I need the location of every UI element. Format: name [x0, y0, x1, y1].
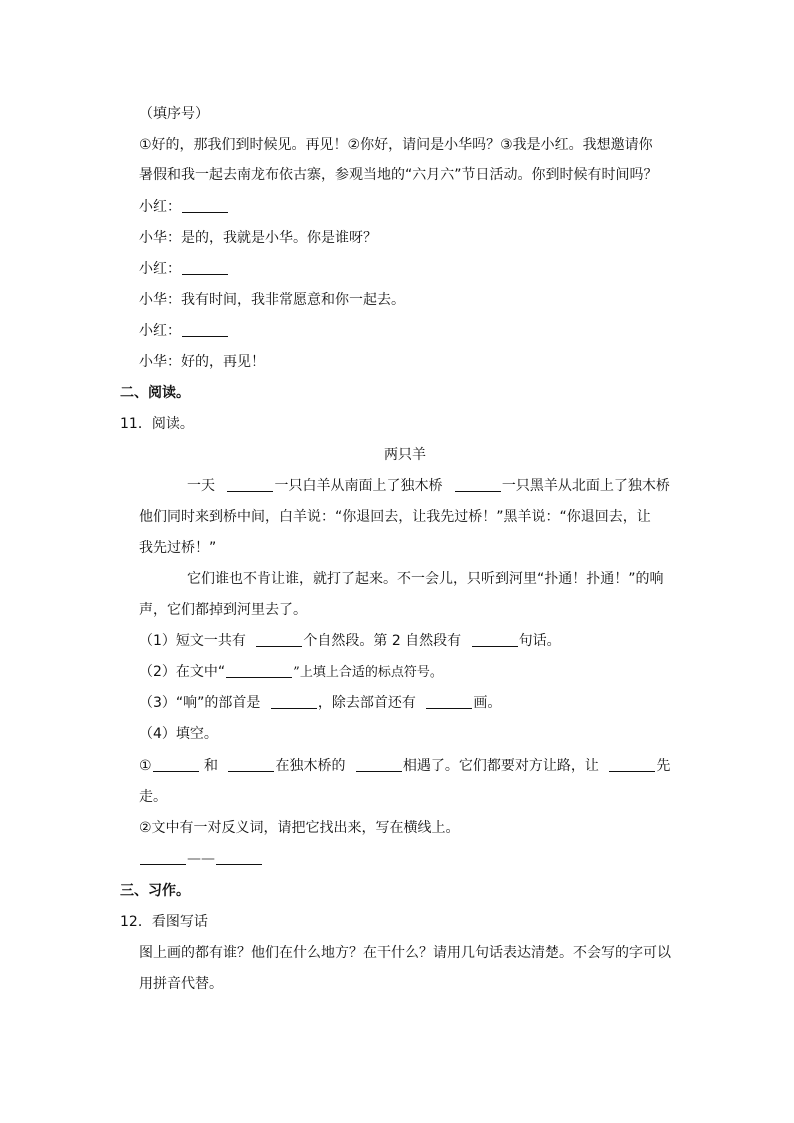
answer-blank[interactable] [271, 694, 317, 709]
writing-prompt-line: 图上画的都有谁？他们在什么地方？在干什么？请用几句话表达清楚。不会写的字可以 [139, 945, 671, 961]
answer-blank[interactable] [472, 632, 518, 647]
answer-blank[interactable] [226, 663, 292, 678]
question-label: 12．看图写话 [120, 914, 208, 930]
story-paragraph-line: 它们谁也不肯让谁，就打了起来。不一会儿，只听到河里“扑通！扑通！”的响 [187, 571, 664, 587]
question-text: 画。 [473, 695, 502, 711]
antonym-answer-line [139, 850, 263, 868]
subquestion-4b: ②文中有一对反义词，请把它找出来，写在横线上。 [139, 820, 460, 836]
subquestion-4a [139, 757, 670, 775]
dialogue-hua-line: 小华：好的，再见！ [139, 354, 265, 370]
question-text: 个自然段。第 2 自然段有 [303, 633, 462, 649]
answer-blank[interactable] [609, 757, 655, 772]
story-paragraph-line: 声，它们都掉到河里去了。 [139, 602, 307, 618]
subquestion-2 [139, 663, 443, 682]
speaker-label: 小红： [139, 261, 181, 277]
question-text: （2）在文中“ [139, 664, 226, 680]
story-text: 一只白羊从南面上了独木桥 [274, 478, 443, 494]
speaker-label: 小红： [139, 323, 181, 339]
question-text: 句话。 [518, 633, 561, 649]
punctuation-blank[interactable] [455, 477, 501, 492]
subquestion-4: （4）填空。 [139, 726, 218, 742]
story-paragraph-line: 我先过桥！” [139, 540, 217, 556]
story-title: 两只羊 [384, 447, 426, 463]
question-text: ① [139, 758, 152, 774]
dialogue-hong-line [139, 322, 229, 340]
answer-blank[interactable] [426, 694, 472, 709]
question-text: （1）短文一共有 [139, 633, 246, 649]
subquestion-3 [139, 694, 501, 712]
punctuation-blank[interactable] [227, 477, 273, 492]
dialogue-hua-line: 小华：是的，我就是小华。你是谁呀？ [139, 230, 377, 246]
dialogue-hong-line [139, 198, 229, 216]
fill-order-note: （填序号） [139, 106, 209, 122]
story-paragraph-line [187, 477, 670, 495]
answer-blank[interactable] [182, 198, 228, 213]
dialogue-options-line: ①好的，那我们到时候见。再见！②你好，请问是小华吗？③我是小红。我想邀请你 [139, 137, 653, 153]
story-text: 一天 [187, 478, 215, 494]
answer-blank[interactable] [140, 850, 186, 865]
dash-separator: —— [187, 851, 215, 867]
question-text: 在独木桥的 [275, 758, 346, 774]
subquestion-4a-cont: 走。 [139, 789, 167, 805]
answer-blank[interactable] [182, 260, 228, 275]
question-text: 和 [204, 758, 219, 774]
speaker-label: 小红： [139, 199, 181, 215]
subquestion-1 [139, 632, 561, 650]
question-text: ，除去部首还有 [317, 695, 416, 711]
answer-blank[interactable] [153, 757, 199, 772]
question-text: （3）“响”的部首是 [139, 695, 261, 711]
answer-blank[interactable] [256, 632, 302, 647]
answer-blank[interactable] [182, 322, 228, 337]
section-heading: 二、阅读。 [120, 385, 190, 401]
story-text: 一只黑羊从北面上了独木桥 [501, 478, 670, 494]
question-text: 相遇了。它们都要对方让路，让 [402, 758, 599, 774]
answer-blank[interactable] [216, 850, 262, 865]
question-text: 先 [656, 758, 671, 774]
dialogue-hong-line [139, 260, 229, 278]
dialogue-options-line: 暑假和我一起去南龙布依古寨，参观当地的“六月六”节日活动。你到时候有时间吗？ [139, 167, 658, 183]
writing-prompt-line: 用拼音代替。 [139, 976, 223, 992]
story-paragraph-line: 他们同时来到桥中间，白羊说：“你退回去，让我先过桥！”黑羊说：“你退回去，让 [139, 509, 651, 525]
question-text: ”上填上合适的标点符号。 [293, 665, 443, 680]
question-label: 11．阅读。 [120, 416, 194, 432]
answer-blank[interactable] [356, 757, 402, 772]
section-heading: 三、习作。 [120, 883, 190, 899]
answer-blank[interactable] [228, 757, 274, 772]
dialogue-hua-line: 小华：我有时间，我非常愿意和你一起去。 [139, 292, 405, 308]
